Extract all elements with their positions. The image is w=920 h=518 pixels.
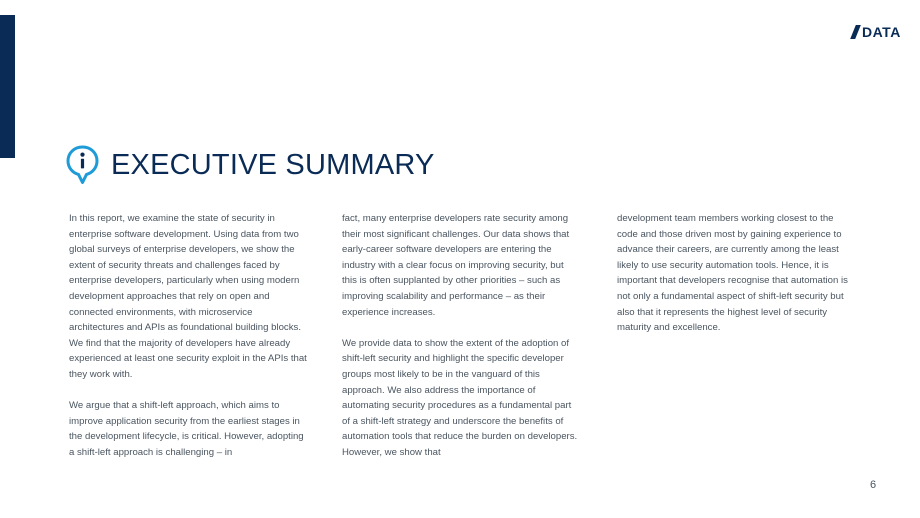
logo-slash-mark bbox=[850, 25, 861, 39]
page-title: EXECUTIVE SUMMARY bbox=[111, 148, 435, 181]
accent-bar bbox=[0, 15, 15, 158]
logo-text: DATA bbox=[862, 24, 901, 40]
info-pin-icon bbox=[66, 145, 99, 185]
paragraph: We provide data to show the extent of the adoption of shift-left security and highlight the specific developer groups most likely to be in the vanguard of this approach. We also address the importance of automating security procedures as a fundamental part of a shift-left strategy and underscore the benefits of automation tools that reduce the burden on developers. However, we show that bbox=[342, 337, 578, 458]
text-column-3 bbox=[617, 211, 855, 351]
slashdata-logo bbox=[853, 24, 901, 40]
paragraph: fact, many enterprise developers rate security among their most significant challenges. Our data shows that early-career software developers are entering the industry with a clear focus on improving security, but this is often supplanted by other priorities – such as improving scalability and performance – as their experience increases. bbox=[342, 213, 570, 318]
text-column-2 bbox=[342, 211, 580, 476]
section-header bbox=[66, 145, 435, 185]
text-column-1 bbox=[69, 211, 307, 476]
paragraph: development team members working closest to the code and those driven most by gaining experience to advance their careers, are currently among the least likely to use security automation tools. Hence, it is important that developers recognise that automation is not only a fundamental aspect of shift-left security but also that it represents the highest level of security maturity and excellence. bbox=[617, 213, 848, 334]
paragraph: We argue that a shift-left approach, which aims to improve application security from the earliest stages in the development lifecycle, is critical. However, adopting a shift-left approach is challenging – in bbox=[69, 400, 304, 458]
paragraph: In this report, we examine the state of security in enterprise software development. Using data from two global surveys of enterprise developers, we show the extent of security threats and challenges faced by enterprise developers, particularly when using modern development approaches that rely on open and connected environments, with microservice architectures and APIs as foundational building blocks. We find that the majority of developers have already experienced at least one security exploit in the APIs that they work with. bbox=[69, 213, 307, 380]
page-number: 6 bbox=[870, 479, 877, 491]
